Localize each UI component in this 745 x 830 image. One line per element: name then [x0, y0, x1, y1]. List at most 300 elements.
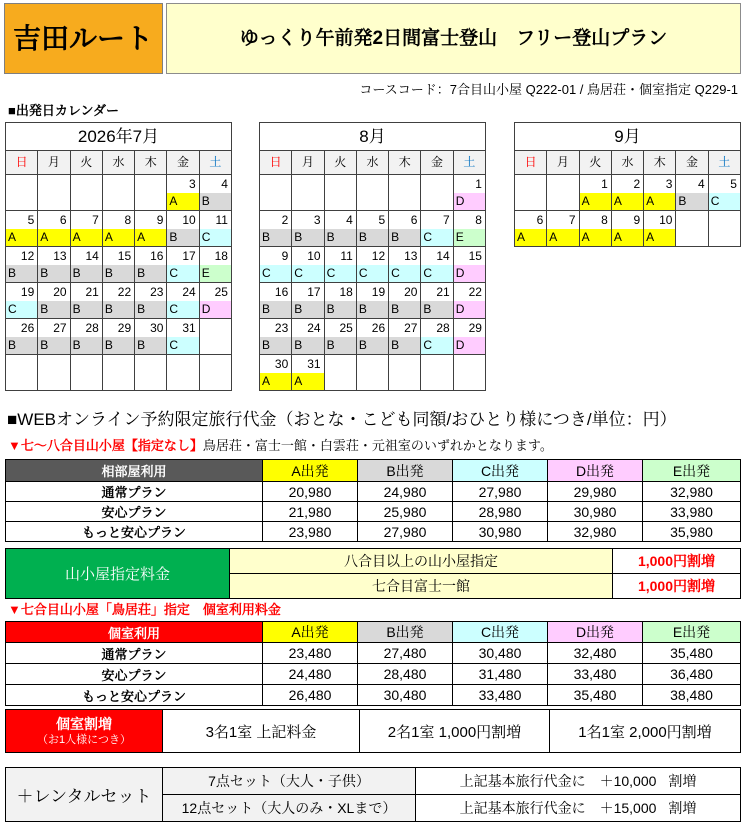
day-number: 24 — [182, 285, 196, 299]
departure-code-badge: E — [454, 229, 485, 246]
calendar-day-cell — [200, 211, 232, 247]
surcharge-sublabel: （お1人様につき） — [37, 733, 131, 746]
departure-code-badge: E — [200, 265, 231, 282]
weekday-label: 金 — [167, 151, 199, 175]
tour-title: ゆっくり午前発2日間富士登山 フリー登山プラン — [166, 3, 741, 74]
calendar-day-cell — [389, 211, 421, 247]
day-number: 6 — [410, 213, 418, 227]
weekday-label: 日 — [260, 151, 292, 175]
hut-fee-label: 山小屋指定料金 — [6, 549, 230, 599]
departure-code-badge: D — [454, 337, 485, 354]
weekday-row — [515, 151, 741, 175]
calendar-day-cell — [167, 283, 199, 319]
departure-code-badge: A — [612, 193, 643, 210]
private-room-note — [8, 602, 281, 618]
surcharge-label: 個室割増 — [56, 715, 112, 732]
rental-set-name: 12点セット（大人のみ・XLまで） — [163, 795, 416, 822]
departure-header: E出発 — [643, 622, 741, 643]
surcharge-row — [6, 710, 741, 753]
day-number: 2 — [281, 213, 289, 227]
plan-name: 安心プラン — [6, 664, 263, 685]
calendar-day-cell — [454, 247, 486, 283]
dorm-price-table — [5, 459, 741, 542]
calendar-month-title: 2026年7月 — [6, 123, 232, 151]
weekday-label: 木 — [389, 151, 421, 175]
calendar-week-row — [515, 211, 741, 247]
surcharge-option-3-per-room: 3名1室 上記料金 — [163, 710, 360, 753]
day-number: 19 — [371, 285, 386, 299]
price-cell: 38,480 — [643, 685, 741, 706]
calendar-day-cell — [167, 211, 199, 247]
calendar-day-cell — [71, 283, 103, 319]
price-header-row — [6, 622, 741, 643]
calendar-empty-cell — [71, 175, 103, 211]
calendar-empty-cell — [325, 355, 357, 391]
departure-code-badge: A — [580, 229, 611, 246]
day-number: 24 — [307, 321, 321, 335]
departure-code-badge: C — [167, 301, 198, 318]
calendar-week-row — [260, 319, 486, 355]
calendar-day-cell — [167, 175, 199, 211]
calendar-empty-cell — [103, 175, 135, 211]
route-name-badge: 吉田ルート — [4, 3, 163, 74]
calendar-day-cell — [135, 319, 167, 355]
calendar-day-cell — [454, 211, 486, 247]
calendar-day-cell — [389, 319, 421, 355]
calendar-empty-cell — [515, 175, 547, 211]
departure-code-badge: B — [135, 301, 166, 318]
calendar-day-cell — [6, 319, 38, 355]
departure-code-badge: C — [357, 265, 388, 282]
calendar-empty-cell — [135, 175, 167, 211]
calendar-day-cell — [421, 247, 453, 283]
day-number: 13 — [404, 249, 418, 263]
calendar-month-title: 9月 — [515, 123, 741, 151]
calendar-day-cell — [357, 283, 389, 319]
price-cell: 21,980 — [263, 502, 358, 522]
calendar-empty-cell — [357, 355, 389, 391]
departure-code-badge: B — [71, 337, 102, 354]
departure-code-badge: D — [454, 193, 485, 210]
day-number: 10 — [307, 249, 321, 263]
calendar-day-cell — [167, 319, 199, 355]
calendar-week-row — [260, 211, 486, 247]
price-cell: 32,980 — [548, 522, 643, 542]
departure-code-badge: A — [260, 373, 291, 390]
calendar-day-cell — [103, 319, 135, 355]
day-number: 13 — [53, 249, 67, 263]
departure-code-badge: B — [71, 265, 102, 282]
calendar-day-cell — [389, 247, 421, 283]
departure-code-badge: B — [325, 229, 356, 246]
calendar-day-cell — [421, 283, 453, 319]
calendar-day-cell — [6, 247, 38, 283]
calendar-week-row — [515, 175, 741, 211]
departure-code-badge: B — [6, 337, 37, 354]
calendar-day-cell — [515, 211, 547, 247]
day-number: 15 — [468, 249, 482, 263]
day-number: 3 — [189, 177, 196, 191]
price-cell: 24,480 — [263, 664, 358, 685]
departure-header: E出発 — [643, 460, 741, 482]
calendar-day-cell — [260, 355, 292, 391]
day-number: 29 — [468, 321, 482, 335]
weekday-label: 月 — [38, 151, 70, 175]
plan-name: もっと安心プラン — [6, 685, 263, 706]
weekday-label: 日 — [6, 151, 38, 175]
calendar-empty-cell — [454, 355, 486, 391]
price-cell: 32,480 — [548, 643, 643, 664]
calendar-week-row — [6, 211, 232, 247]
weekday-label: 木 — [644, 151, 676, 175]
calendar-day-cell — [6, 283, 38, 319]
departure-code-badge: A — [547, 229, 578, 246]
hut-fee-name: 八合目以上の山小屋指定 — [230, 549, 613, 574]
departure-code-badge: B — [357, 337, 388, 354]
day-number: 27 — [404, 321, 418, 335]
departure-code-badge: A — [103, 229, 134, 246]
calendar-day-cell — [454, 175, 486, 211]
plan-name: 通常プラン — [6, 482, 263, 502]
departure-code-badge: A — [38, 229, 69, 246]
calendar-day-cell — [200, 175, 232, 211]
calendar-empty-cell — [389, 175, 421, 211]
calendar-empty-cell — [71, 355, 103, 391]
price-header-row — [6, 460, 741, 482]
day-number: 29 — [117, 321, 132, 335]
day-number: 17 — [307, 285, 321, 299]
calendar-day-cell — [38, 211, 70, 247]
calendar-day-cell — [200, 247, 232, 283]
departure-code-badge: B — [389, 229, 420, 246]
price-cell: 27,480 — [358, 643, 453, 664]
day-number: 18 — [339, 285, 353, 299]
calendar-day-cell — [292, 319, 324, 355]
room-type-header: 相部屋利用 — [6, 460, 263, 482]
price-cell: 23,980 — [263, 522, 358, 542]
departure-code-badge: B — [421, 301, 452, 318]
calendar-empty-cell — [292, 175, 324, 211]
day-number: 20 — [53, 285, 67, 299]
day-number: 14 — [436, 249, 450, 263]
rental-row — [6, 768, 741, 795]
departure-code-badge: A — [644, 193, 675, 210]
weekday-label: 土 — [454, 151, 486, 175]
price-cell: 35,980 — [643, 522, 741, 542]
departure-code-badge: A — [167, 193, 198, 210]
day-number: 12 — [371, 249, 386, 263]
price-cell: 20,980 — [263, 482, 358, 502]
departure-code-badge: B — [103, 337, 134, 354]
departure-code-badge: B — [357, 229, 388, 246]
calendar-day-cell — [325, 283, 357, 319]
calendar-empty-cell — [200, 319, 232, 355]
rental-set-label: ＋レンタルセット — [6, 768, 163, 822]
day-number: 8 — [124, 213, 132, 227]
day-number: 21 — [436, 285, 450, 299]
departure-code-badge: B — [135, 337, 166, 354]
departure-code-badge: B — [167, 229, 198, 246]
price-section-heading: ■WEBオンライン予約限定旅行代金（おとな・こども同額/おひとり様につき/単位：円） — [7, 410, 677, 429]
price-cell: 24,980 — [358, 482, 453, 502]
departure-code-badge: B — [38, 301, 69, 318]
calendar-week-row — [260, 247, 486, 283]
weekday-label: 木 — [135, 151, 167, 175]
departure-code-badge: B — [38, 337, 69, 354]
calendar-day-cell — [6, 211, 38, 247]
departure-code-badge: A — [292, 373, 323, 390]
departure-header: D出発 — [548, 460, 643, 482]
departure-code-badge: B — [135, 265, 166, 282]
calendar-day-cell — [135, 247, 167, 283]
surcharge-label-cell — [6, 710, 163, 753]
price-cell: 36,480 — [643, 664, 741, 685]
calendar-week-row — [260, 283, 486, 319]
day-number: 4 — [221, 177, 228, 191]
calendar-empty-cell — [676, 211, 708, 247]
departure-header: D出発 — [548, 622, 643, 643]
calendar-day-cell — [709, 175, 741, 211]
day-number: 15 — [117, 249, 132, 263]
weekday-label: 火 — [325, 151, 357, 175]
departure-code-badge: C — [421, 229, 452, 246]
weekday-row — [6, 151, 232, 175]
calendar-day-cell — [103, 247, 135, 283]
hut-fee-amount: 1,000円割増 — [613, 549, 741, 574]
day-number: 8 — [475, 213, 482, 227]
price-row — [6, 643, 741, 664]
departure-code-badge: B — [260, 229, 291, 246]
day-number: 30 — [150, 321, 164, 335]
day-number: 18 — [214, 249, 228, 263]
day-number: 26 — [371, 321, 386, 335]
calendar-week-row — [260, 175, 486, 211]
departure-code-badge: A — [515, 229, 546, 246]
calendar-empty-cell — [389, 355, 421, 391]
calendar-day-cell — [357, 211, 389, 247]
day-number: 9 — [633, 213, 641, 227]
calendar-empty-cell — [103, 355, 135, 391]
departure-code-badge: C — [421, 337, 452, 354]
price-cell: 27,980 — [453, 482, 548, 502]
calendar-month-title: 8月 — [260, 123, 486, 151]
day-number: 25 — [339, 321, 353, 335]
departure-header: C出発 — [453, 460, 548, 482]
price-row — [6, 522, 741, 542]
departure-code-badge: A — [135, 229, 166, 246]
calendar-empty-cell — [167, 355, 199, 391]
calendar-day-cell — [292, 211, 324, 247]
departure-code-badge: D — [200, 301, 231, 318]
hut-fee-row — [6, 549, 741, 574]
departure-code-badge: C — [167, 265, 198, 282]
price-row — [6, 502, 741, 522]
calendar-day-cell — [103, 211, 135, 247]
weekday-label: 月 — [292, 151, 324, 175]
departure-code-badge: A — [6, 229, 37, 246]
calendar-day-cell — [260, 319, 292, 355]
departure-code-badge: B — [103, 301, 134, 318]
calendar-day-cell — [454, 283, 486, 319]
private-room-note-label: ▼七合目山小屋「鳥居荘」指定 個室利用料金 — [8, 602, 281, 617]
departure-code-badge: B — [103, 265, 134, 282]
day-number: 21 — [85, 285, 99, 299]
day-number: 4 — [346, 213, 353, 227]
day-number: 2 — [633, 177, 641, 191]
calendar-day-cell — [580, 211, 612, 247]
calendar-week-row — [6, 319, 232, 355]
day-number: 28 — [436, 321, 450, 335]
price-cell: 28,480 — [358, 664, 453, 685]
departure-code-badge: B — [325, 301, 356, 318]
weekday-label: 月 — [547, 151, 579, 175]
departure-code-badge: B — [292, 229, 323, 246]
price-row — [6, 482, 741, 502]
price-cell: 35,480 — [548, 685, 643, 706]
weekday-label: 土 — [200, 151, 232, 175]
price-cell: 29,980 — [548, 482, 643, 502]
rental-set-price — [416, 795, 741, 822]
departure-header: B出発 — [358, 622, 453, 643]
departure-code-badge: B — [6, 265, 37, 282]
day-number: 26 — [20, 321, 35, 335]
departure-code-badge: C — [389, 265, 420, 282]
weekday-label: 土 — [709, 151, 741, 175]
calendar-day-cell — [389, 283, 421, 319]
calendar-day-cell — [38, 319, 70, 355]
calendar-day-cell — [454, 319, 486, 355]
departure-code-badge: C — [167, 337, 198, 354]
calendar-heading: ■出発日カレンダー — [8, 103, 120, 118]
calendar-day-cell — [580, 175, 612, 211]
day-number: 4 — [698, 177, 705, 191]
private-room-price-table — [5, 621, 741, 706]
weekday-label: 水 — [103, 151, 135, 175]
calendar-empty-cell — [357, 175, 389, 211]
departure-code-badge: A — [580, 193, 611, 210]
weekday-row — [260, 151, 486, 175]
day-number: 8 — [601, 213, 608, 227]
day-number: 16 — [274, 285, 289, 299]
calendar-day-cell — [421, 319, 453, 355]
departure-code-badge: B — [357, 301, 388, 318]
day-number: 19 — [20, 285, 35, 299]
price-cell: 26,480 — [263, 685, 358, 706]
calendar-july — [5, 122, 232, 391]
departure-code-badge: C — [200, 229, 231, 246]
calendar-week-row — [6, 247, 232, 283]
calendar-empty-cell — [421, 355, 453, 391]
day-number: 9 — [281, 249, 289, 263]
calendar-week-row — [6, 283, 232, 319]
day-number: 28 — [85, 321, 99, 335]
calendar-empty-cell — [325, 175, 357, 211]
plan-name: 安心プラン — [6, 502, 263, 522]
calendar-day-cell — [292, 283, 324, 319]
calendar-day-cell — [421, 211, 453, 247]
calendar-day-cell — [200, 283, 232, 319]
day-number: 3 — [313, 213, 321, 227]
departure-header: C出発 — [453, 622, 548, 643]
departure-code-badge: C — [260, 265, 291, 282]
calendar-empty-cell — [38, 175, 70, 211]
calendar-week-row — [260, 355, 486, 391]
calendar-day-cell — [38, 283, 70, 319]
calendar-day-cell — [676, 175, 708, 211]
price-cell: 33,980 — [643, 502, 741, 522]
day-number: 7 — [92, 213, 99, 227]
surcharge-option-2-per-room: 2名1室 1,000円割増 — [360, 710, 550, 753]
dorm-note — [8, 438, 553, 454]
day-number: 7 — [568, 213, 576, 227]
rental-set-table — [5, 767, 741, 822]
price-cell: 31,480 — [453, 664, 548, 685]
plan-name: 通常プラン — [6, 643, 263, 664]
departure-code-badge: C — [325, 265, 356, 282]
day-number: 31 — [307, 357, 321, 371]
rental-set-price — [416, 768, 741, 795]
departure-code-badge: B — [260, 337, 291, 354]
day-number: 31 — [182, 321, 196, 335]
day-number: 20 — [404, 285, 418, 299]
calendar-day-cell — [167, 247, 199, 283]
departure-header: A出発 — [263, 460, 358, 482]
calendar-august — [259, 122, 486, 391]
calendar-empty-cell — [6, 355, 38, 391]
calendar-day-cell — [357, 319, 389, 355]
calendar-day-cell — [260, 211, 292, 247]
departure-code-badge: B — [292, 337, 323, 354]
calendar-day-cell — [135, 211, 167, 247]
departure-code-badge: B — [389, 301, 420, 318]
departure-code-badge: C — [709, 193, 740, 210]
calendar-september — [514, 122, 741, 247]
departure-code-badge: B — [200, 193, 231, 210]
calendar-week-row — [6, 355, 232, 391]
departure-code-badge: C — [292, 265, 323, 282]
price-cell: 30,980 — [453, 522, 548, 542]
calendar-empty-cell — [547, 175, 579, 211]
day-number: 22 — [117, 285, 132, 299]
price-cell: 30,480 — [358, 685, 453, 706]
price-cell: 33,480 — [453, 685, 548, 706]
hut-fee-table — [5, 548, 741, 599]
day-number: 23 — [274, 321, 289, 335]
price-cell: 30,480 — [453, 643, 548, 664]
hut-fee-name: 七合目富士一館 — [230, 574, 613, 599]
dorm-note-text: 鳥居荘・富士一館・白雲荘・元祖室のいずれかとなります。 — [202, 438, 553, 453]
departure-code-badge: B — [325, 337, 356, 354]
day-number: 7 — [443, 213, 450, 227]
calendar-day-cell — [38, 247, 70, 283]
departure-code-badge: B — [389, 337, 420, 354]
calendar-day-cell — [325, 211, 357, 247]
day-number: 9 — [156, 213, 164, 227]
calendar-empty-cell — [200, 355, 232, 391]
plan-name: もっと安心プラン — [6, 522, 263, 542]
calendar-week-row — [6, 175, 232, 211]
day-number: 5 — [378, 213, 386, 227]
course-code: コースコード：7合目山小屋 Q222-01 / 鳥居荘・個室指定 Q229-1 — [359, 82, 738, 97]
departure-code-badge: C — [421, 265, 452, 282]
room-type-header: 個室利用 — [6, 622, 263, 643]
rental-price-suffix: 割増 — [668, 773, 697, 789]
departure-code-badge: C — [6, 301, 37, 318]
surcharge-option-1-per-room: 1名1室 2,000円割増 — [550, 710, 741, 753]
departure-code-badge: A — [71, 229, 102, 246]
day-number: 10 — [182, 213, 196, 227]
weekday-label: 火 — [580, 151, 612, 175]
